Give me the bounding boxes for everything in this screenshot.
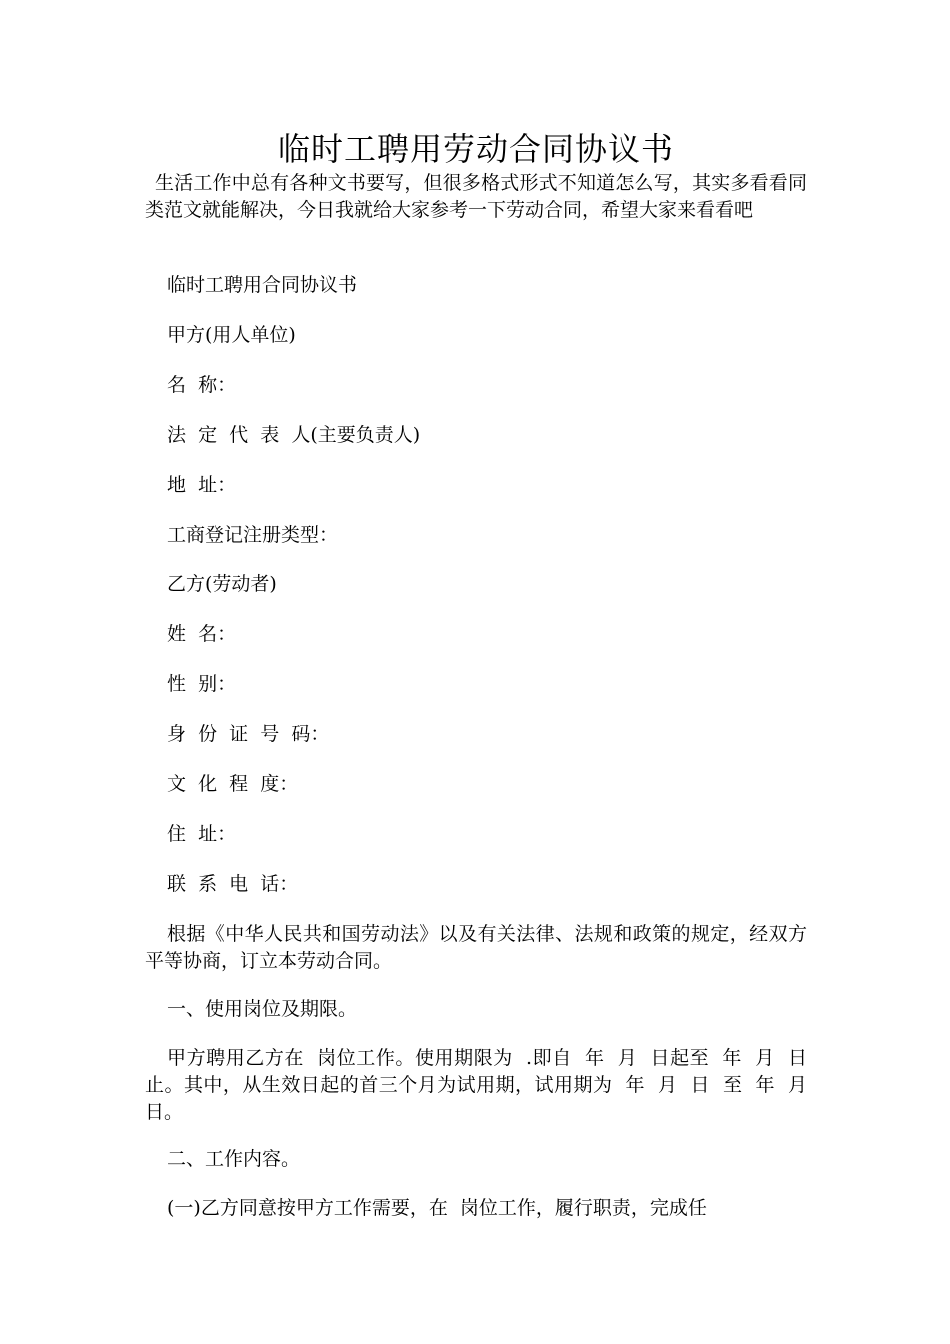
party-b-phone-label: 联 系 电 话： — [167, 873, 299, 895]
party-a-address-label: 地 址： — [167, 474, 237, 496]
intro-paragraph: 生活工作中总有各种文书要写，但很多格式形式不知道怎么写，其实多看看同类范文就能解决，今日我就给大家参考一下劳动合同，希望大家来看看吧 — [145, 172, 807, 221]
basis-paragraph: 根据《中华人民共和国劳动法》以及有关法律、法规和政策的规定，经双方平等协商，订立本劳动合同。 — [145, 923, 807, 972]
party-a-registration-type-label: 工商登记注册类型： — [167, 524, 339, 546]
party-b-address-label: 住 址： — [167, 823, 237, 845]
party-b-heading: 乙方(劳动者) — [167, 573, 277, 595]
section-1-paragraph: 甲方聘用乙方在 岗位工作。使用期限为 .即自 年 月 日起至 年 月 日止。其中，从生效日起的首三个月为试用期，试用期为 年 月 日 至 年 月 日。 — [145, 1047, 820, 1123]
party-b-education-label: 文 化 程 度： — [167, 773, 299, 795]
section-2-heading: 二、工作内容。 — [167, 1148, 301, 1170]
party-b-id-label: 身 份 证 号 码： — [167, 723, 330, 745]
party-b-name-label: 姓 名： — [167, 623, 237, 645]
party-a-name-label: 名 称： — [167, 374, 237, 396]
section-1-heading: 一、使用岗位及期限。 — [167, 998, 358, 1020]
document-title: 临时工聘用劳动合同协议书 — [277, 130, 674, 168]
contract-subtitle: 临时工聘用合同协议书 — [167, 274, 358, 296]
party-b-gender-label: 性 别： — [167, 673, 237, 695]
party-a-heading: 甲方(用人单位) — [167, 324, 296, 346]
section-2-item-1: (一)乙方同意按甲方工作需要，在 岗位工作，履行职责，完成任 — [167, 1197, 707, 1219]
party-a-representative-label: 法 定 代 表 人(主要负责人) — [167, 424, 421, 446]
